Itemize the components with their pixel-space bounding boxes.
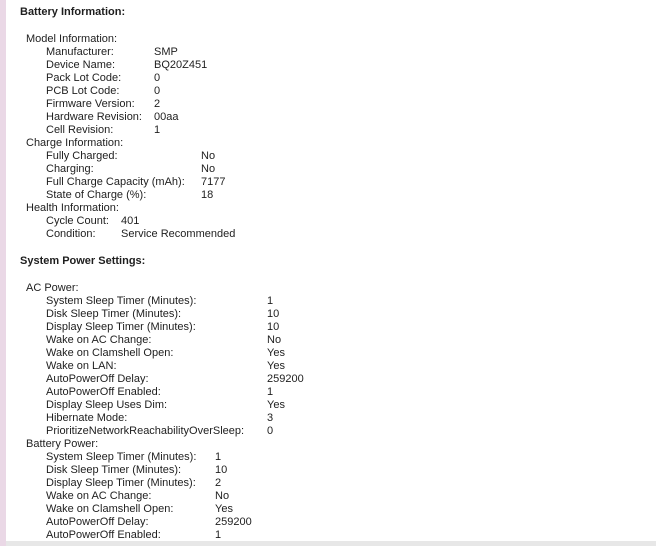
row-key: Disk Sleep Timer (Minutes): — [46, 308, 182, 320]
row-key: Condition: — [46, 228, 96, 240]
row-key: AutoPowerOff Delay: — [46, 373, 149, 385]
row-value: SMP — [154, 46, 178, 58]
row-value: 1 — [267, 386, 274, 398]
row-value: No — [267, 334, 282, 346]
row-key: AutoPowerOff Enabled: — [46, 386, 161, 398]
row-value: 00aa — [154, 111, 179, 123]
row-key: Cell Revision: — [46, 124, 114, 136]
row-value: 0 — [154, 85, 161, 97]
row-value: 259200 — [267, 373, 304, 385]
system-power-settings-heading: System Power Settings: — [20, 255, 146, 267]
row-value: Yes — [215, 503, 233, 515]
row-value: 18 — [201, 189, 214, 201]
row-key: Display Sleep Timer (Minutes): — [46, 477, 196, 489]
row-key: AutoPowerOff Enabled: — [46, 529, 161, 541]
row-key: System Sleep Timer (Minutes): — [46, 295, 197, 307]
horizontal-scrollbar[interactable] — [6, 541, 656, 546]
row-value: No — [201, 150, 216, 162]
row-key: Wake on LAN: — [46, 360, 117, 372]
row-key: Cycle Count: — [46, 215, 109, 227]
row-value: 1 — [215, 529, 222, 541]
model-information-label: Model Information: — [26, 33, 118, 45]
row-key: Disk Sleep Timer (Minutes): — [46, 464, 182, 476]
row-key: Hibernate Mode: — [46, 412, 128, 424]
row-value: 2 — [154, 98, 161, 110]
row-key: Wake on Clamshell Open: — [46, 347, 174, 359]
row-value: 259200 — [215, 516, 252, 528]
health-information-label: Health Information: — [26, 202, 119, 214]
row-value: 0 — [267, 425, 274, 437]
row-key: Display Sleep Timer (Minutes): — [46, 321, 196, 333]
battery-power-label: Battery Power: — [26, 438, 99, 450]
row-key: Display Sleep Uses Dim: — [46, 399, 168, 411]
row-value: No — [201, 163, 216, 175]
row-value: Yes — [267, 347, 285, 359]
row-value: 10 — [267, 308, 280, 320]
row-value: 1 — [154, 124, 161, 136]
row-key: Fully Charged: — [46, 150, 118, 162]
battery-information-heading: Battery Information: — [20, 6, 126, 18]
row-key: AutoPowerOff Delay: — [46, 516, 149, 528]
row-value: BQ20Z451 — [154, 59, 208, 71]
row-key: PrioritizeNetworkReachabilityOverSleep: — [46, 425, 245, 437]
row-key: Full Charge Capacity (mAh): — [46, 176, 185, 188]
row-value: 2 — [215, 477, 222, 489]
row-value: 10 — [215, 464, 228, 476]
row-value: 7177 — [201, 176, 226, 188]
row-value: 401 — [121, 215, 140, 227]
row-value: 1 — [215, 451, 222, 463]
row-key: Charging: — [46, 163, 94, 175]
row-key: Wake on AC Change: — [46, 334, 152, 346]
row-value: No — [215, 490, 230, 502]
battery-report-pane — [6, 0, 656, 541]
row-key: Manufacturer: — [46, 46, 114, 58]
row-key: Wake on AC Change: — [46, 490, 152, 502]
row-value: 1 — [267, 295, 274, 307]
row-key: Firmware Version: — [46, 98, 135, 110]
row-key: Wake on Clamshell Open: — [46, 503, 174, 515]
row-value: 3 — [267, 412, 274, 424]
row-key: System Sleep Timer (Minutes): — [46, 451, 197, 463]
row-key: Hardware Revision: — [46, 111, 142, 123]
row-value: Yes — [267, 360, 285, 372]
charge-information-label: Charge Information: — [26, 137, 124, 149]
row-value: 0 — [154, 72, 161, 84]
row-value: 10 — [267, 321, 280, 333]
row-key: PCB Lot Code: — [46, 85, 120, 97]
row-value: Yes — [267, 399, 285, 411]
ac-power-label: AC Power: — [26, 282, 79, 294]
row-key: Pack Lot Code: — [46, 72, 122, 84]
row-key: State of Charge (%): — [46, 189, 147, 201]
row-key: Device Name: — [46, 59, 116, 71]
row-value: Service Recommended — [121, 228, 236, 240]
